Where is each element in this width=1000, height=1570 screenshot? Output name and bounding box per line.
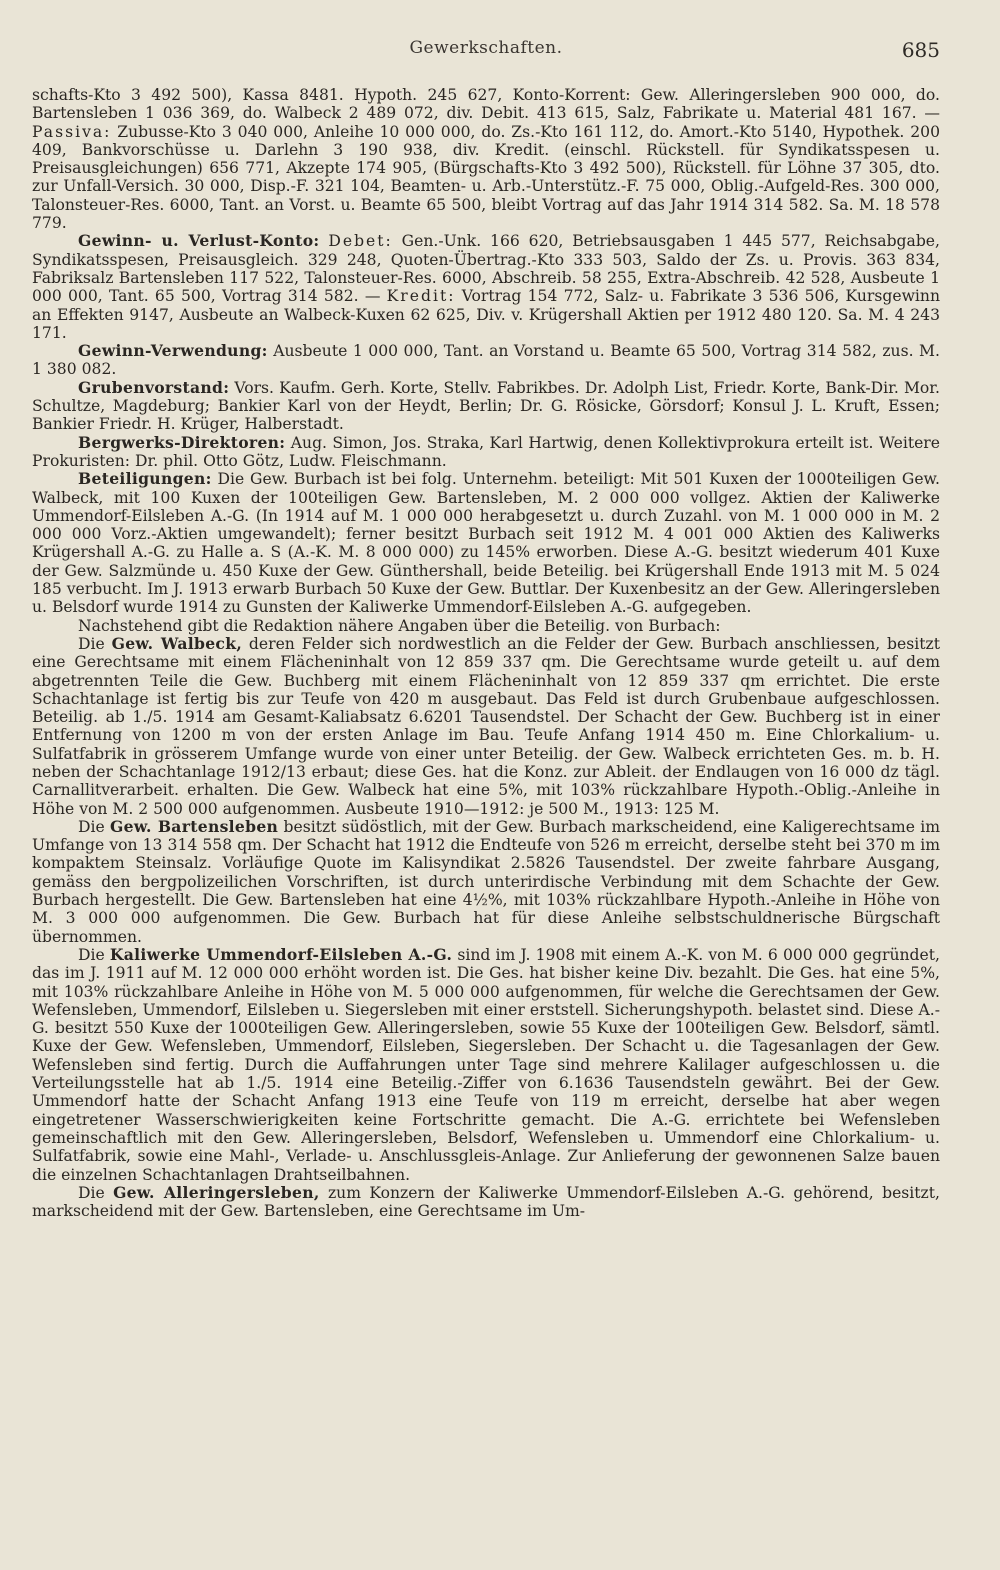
text-segment: deren Felder sich nordwestlich an die Felder der Gew. Burbach anschliessen, besitzt eine Gerechtsame mit einem Flächeninhalt von 12 859 337 qm. Die Gerechtsame wurde geteilt u. auf dem abgetrennten Teile die Gew. Buchberg mit einem Flächeninhalt von 12 859 337 qm errichtet. Die erste Schachtanlage ist fertig bis zur Teufe von 420 m ausgebaut. Das Feld ist durch Grubenbaue aufgeschlossen. Beteilig. ab 1./5. 1914 am Gesamt-Kaliabsatz 6.6201 Tausendstel. Der Schacht der Gew. Buchberg ist in einer Entfernung von 1200 m von der ersten Anlage im Bau. Teufe Anfang 1914 450 m. Eine Chlorkalium- u. Sulfatfabrik in grösserem Umfange wurde von einer unter Beteilig. der Gew. Walbeck errichteten Ges. m. b. H. neben der Schachtanlage 1912/13 erbaut; diese Ges. hat die Konz. zur Ableit. der Endlaugen von 16 000 dz tägl. Carnallitverarbeit. erhalten. Die Gew. Walbeck hat eine 5%, mit 103% rückzahlbare Hypoth.-Oblig.-Anleihe in Höhe von M. 2 500 000 aufgenommen. Ausbeute 1910—1912: je 500 M., 1913: 125 M. — [32, 634, 940, 818]
text-segment: Die — [78, 945, 110, 964]
text-segment: Die — [78, 817, 111, 836]
paragraph-p1 — [32, 86, 940, 232]
bold-heading: Grubenvorstand: — [78, 377, 230, 397]
bold-heading: Gew. Alleringersleben, — [113, 1182, 320, 1202]
paragraph-p6 — [32, 470, 940, 616]
text-segment — [319, 232, 328, 250]
page-header — [32, 38, 940, 86]
paragraph-p9 — [32, 818, 940, 946]
text-segment: Die Gew. Burbach ist bei folg. Unternehm. beteiligt: Mit 501 Kuxen der 1000teiligen Gew. Walbeck, mit 100 Kuxen der 100teiligen Gew. Bartensleben, M. 2 000 000 vollgez. Aktien der Kaliwerke Ummendorf-Eilsleben A.-G. (In 1914 auf M. 1 000 000 herabgesetzt u. durch Zuzahl. von M. 1 000 000 in M. 2 000 000 Vorz.-Aktien umgewandelt); ferner besitzt Burbach seit 1912 M. 4 001 000 Aktien des Kaliwerks Krügershall A.-G. zu Halle a. S (A.-K. M. 8 000 000) zu 145% erworben. Diese A.-G. besitzt wiederum 401 Kuxe der Gew. Salzmünde u. 450 Kuxe der Gew. Günthershall, beide Beteilig. bei Krügershall Ende 1913 mit M. 5 024 185 verbucht. Im J. 1913 erwarb Burbach 50 Kuxe der Gew. Buttlar. Der Kuxenbesitz an der Gew. Alleringersleben u. Belsdorf wurde 1914 zu Gunsten der Kaliwerke Ummendorf-Eilsleben A.-G. aufgegeben. — [32, 470, 940, 617]
paragraph-p7 — [32, 617, 940, 635]
text-segment: Ausbeute 1 000 000, Tant. an Vorstand u. Beamte 65 500, Vortrag 314 582, zus. M. 1 380 082. — [32, 342, 940, 379]
bold-heading: Gewinn-Verwendung: — [78, 341, 268, 361]
body-text — [32, 86, 940, 1220]
text-segment: Die — [78, 1183, 114, 1202]
text-segment: sind im J. 1908 mit einem A.-K. von M. 6 000 000 gegründet, das im J. 1911 auf M. 12 000 000 erhöht worden ist. Die Ges. hat bisher keine Div. bezahlt. Die Ges. hat eine 5%, mit 103% rückzahlbare Anleihe in Höhe von M. 5 000 000 aufgenommen, für welche die Gerechtsamen der Gew. Wefensleben, Ummendorf, Eilsleben u. Siegersleben mit einer erststell. Sicherungshypoth. belastet sind. Diese A.-G. besitzt 550 Kuxe der 1000teiligen Gew. Alleringersleben, sowie 55 Kuxe der 100teiligen Gew. Belsdorf, sämtl. Kuxe der Gew. Wefensleben, Ummendorf, Eilsleben, Siegersleben. Der Schacht u. die Tagesanlagen der Gew. Wefensleben sind fertig. Durch die Auffahrungen unter Tage sind mehrere Kalilager aufgeschlossen u. die Verteilungsstelle hat ab 1./5. 1914 eine Beteilig.-Ziffer von 6.1636 Tausendsteln gewährt. Bei der Gew. Ummendorf hatte der Schacht Anfang 1913 eine Teufe von 119 m erreicht, derselbe hat aber wegen eingetretener Wasserschwierigkeiten keine Fortschritte gemacht. Die A.-G. errichtete bei Wefensleben gemeinschaftlich mit den Gew. Alleringersleben, Belsdorf, Wefensleben u. Ummendorf eine Chlorkalium- u. Sulfatfabrik, sowie eine Mahl-, Verlade- u. Anschlussgleis-Anlage. Zur Anlieferung der gewonnenen Salze bauen die einzelnen Schachtanlagen Drahtseilbahnen. — [32, 945, 940, 1184]
text-segment: Gen.-Unk. 166 620, Betriebsausgaben 1 445 577, Reichsabgabe, Syndikatsspesen, Preisausgleich. 329 248, Quoten-Übertrag.-Kto 333 503, Saldo der Zs. u. Provis. 363 834, Fabriksalz Bartensleben 117 522, Talonsteuer-Res. 6000, Abschreib. 58 255, Extra-Abschreib. 42 528, Ausbeute 1 000 000, Tant. 65 500, Vortrag 314 582. — — [32, 232, 940, 306]
paragraph-p10 — [32, 946, 940, 1184]
text-segment: Vors. Kaufm. Gerh. Korte, Stellv. Fabrikbes. Dr. Adolph List, Friedr. Korte, Bank-Dir. Mor. Schultze, Magdeburg; Bankier Karl von der Heydt, Berlin; Dr. G. Rösicke, Görsdorf; Konsul J. L. Kruft, Essen; Bankier Friedr. H. Krüger, Halberstadt. — [32, 378, 940, 434]
running-title: Gewerkschaften. — [409, 38, 563, 58]
paragraph-p8 — [32, 635, 940, 818]
bold-heading: Beteiligungen: — [78, 469, 212, 489]
text-segment: zum Konzern der Kaliwerke Ummendorf-Eilsleben A.-G. gehörend, besitzt, markscheidend mit der Gew. Bartensleben, eine Gerechtsame im Um- — [32, 1183, 940, 1221]
bold-heading: Gew. Bartensleben — [110, 816, 279, 836]
paragraph-p11 — [32, 1184, 940, 1221]
paragraph-p3 — [32, 342, 940, 379]
text-segment: besitzt südöstlich, mit der Gew. Burbach markscheidend, eine Kaligerechtsame im Umfange von 13 314 558 qm. Der Schacht hat 1912 die Endteufe von 526 m erreicht, derselbe steht bei 370 m im kompaktem Steinsalz. Vorläufige Quote im Kalisyndikat 2.5826 Tausendstel. Der zweite fahrbare Ausgang, gemäss den bergpolizeilichen Vorschriften, ist durch unterirdische Verbindung mit dem Schachte der Gew. Burbach hergestellt. Die Gew. Bartensleben hat eine 4½%, mit 103% rückzahlbare Hypoth.-Anleihe in Höhe von M. 3 000 000 aufgenommen. Die Gew. Burbach hat für diese Anleihe selbstschuldnerische Bürgschaft übernommen. — [32, 817, 940, 946]
paragraph-p4 — [32, 379, 940, 434]
bold-heading: Bergwerks-Direktoren: — [78, 432, 286, 452]
text-segment: Nachstehend gibt die Redaktion nähere Angaben über die Beteilig. von Burbach: — [78, 616, 721, 635]
paragraph-p2 — [32, 232, 940, 342]
spaced-term: Debet: — [328, 232, 393, 251]
text-segment: Zubusse-Kto 3 040 000, Anleihe 10 000 000, do. Zs.-Kto 161 112, do. Amort.-Kto 5140, Hypothek. 200 409, Bankvorschüsse u. Darlehn 3 190 938, div. Kredit. (einschl. Rückstell. für Syndikatsspesen u. Preisausgleichungen) 656 771, Akzepte 174 905, (Bürgschafts-Kto 3 492 500), Rückstell. für Löhne 37 305, dto. zur Unfall-Versich. 30 000, Disp.-F. 321 104, Beamten- u. Arb.-Unterstütz.-F. 75 000, Oblig.-Aufgeld-Res. 300 000, Talonsteuer-Res. 6000, Tant. an Vorst. u. Beamte 65 500, bleibt Vortrag auf das Jahr 1914 314 582. Sa. M. 18 578 779. — [32, 122, 940, 233]
spaced-term: Kredit: — [386, 287, 456, 306]
paragraph-p5 — [32, 434, 940, 471]
text-segment: schafts-Kto 3 492 500), Kassa 8481. Hypoth. 245 627, Konto-Korrent: Gew. Alleringersleben 900 000, do. Bartensleben 1 036 369, do. Walbeck 2 489 072, div. Debit. 413 615, Salz, Fabrikate u. Material 481 167. — — [32, 86, 940, 123]
text-segment: Vortrag 154 772, Salz- u. Fabrikate 3 536 506, Kursgewinn an Effekten 9147, Ausbeute an Walbeck-Kuxen 62 625, Div. v. Krügershall Aktien per 1912 480 120. Sa. M. 4 243 171. — [32, 287, 940, 342]
text-segment: Die — [78, 634, 112, 653]
bold-heading: Gew. Walbeck, — [111, 633, 243, 653]
text-segment: Aug. Simon, Jos. Straka, Karl Hartwig, denen Kollektivprokura erteilt ist. Weitere Prokuristen: Dr. phil. Otto Götz, Ludw. Fleischmann. — [32, 433, 940, 470]
spaced-term: Passiva: — [32, 122, 112, 141]
bold-heading: Kaliwerke Ummendorf-Eilsleben A.-G. — [109, 944, 453, 964]
page-number: 685 — [901, 38, 940, 62]
bold-heading: Gewinn- u. Verlust-Konto: — [78, 231, 320, 251]
